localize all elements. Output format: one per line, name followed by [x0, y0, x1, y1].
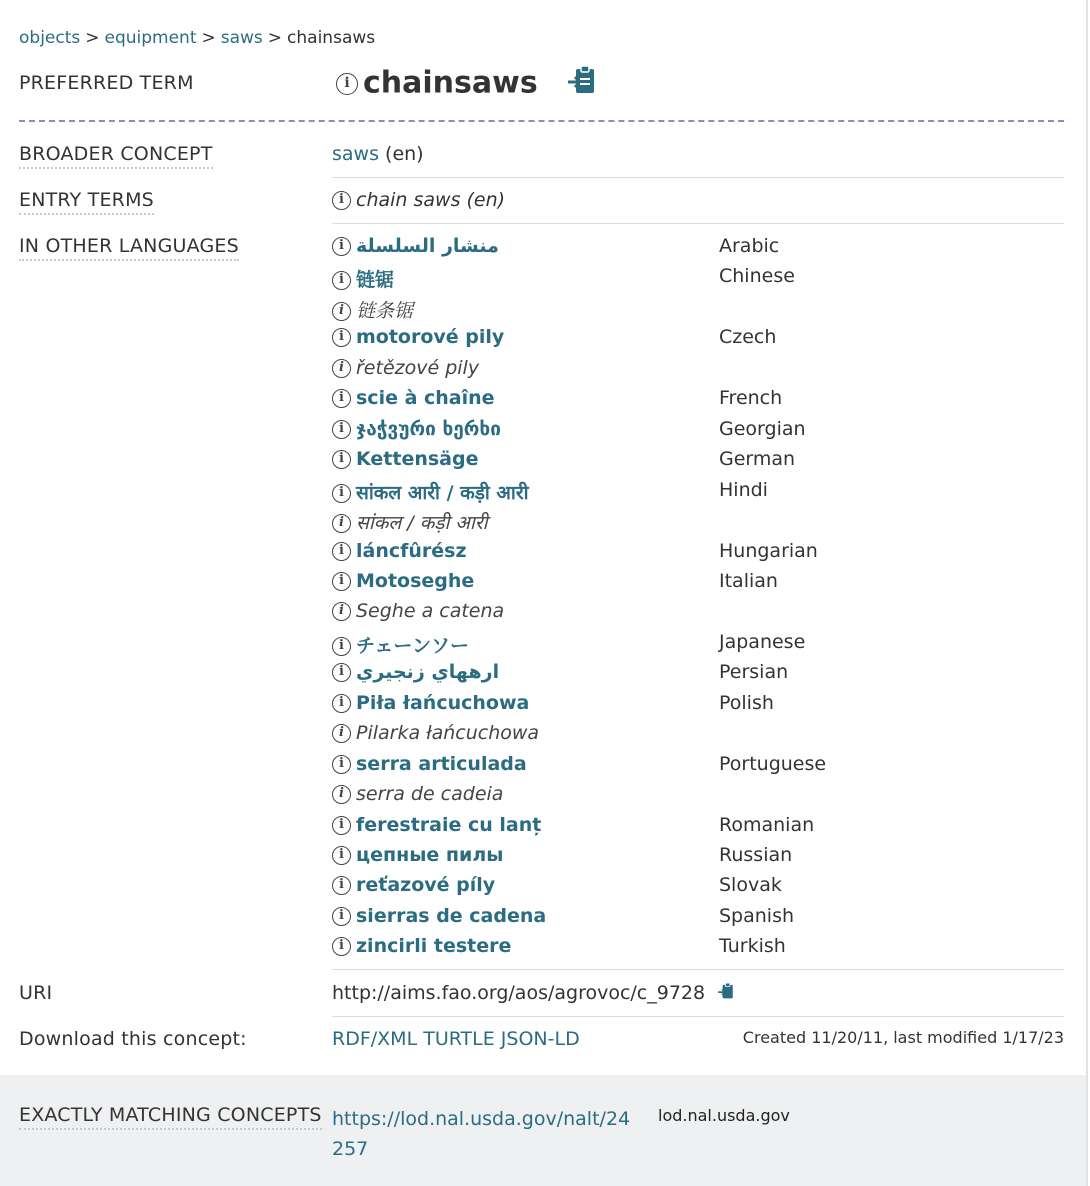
term-text: Seghe a catena — [356, 600, 505, 623]
breadcrumb — [19, 28, 375, 48]
entry-term-value: chain saws (en) — [356, 189, 506, 211]
info-icon[interactable]: i — [332, 514, 351, 533]
breadcrumb-current: chainsaws — [287, 28, 376, 48]
exact-match-link[interactable]: https://lod.nal.usda.gov/nalt/24257 — [332, 1108, 631, 1160]
term-text: Motoseghe — [356, 570, 475, 592]
language-preferred-term[interactable] — [332, 479, 529, 505]
breadcrumb-equipment[interactable]: equipment — [104, 28, 197, 48]
exact-match-source: lod.nal.usda.gov — [658, 1106, 790, 1125]
info-icon[interactable]: i — [332, 450, 351, 469]
language-name: Hungarian — [719, 539, 818, 562]
term-text: цепные пилы — [356, 844, 504, 866]
term-text: láncfûrész — [356, 539, 467, 562]
language-name: Slovak — [719, 874, 782, 897]
language-name: Romanian — [719, 813, 815, 836]
breadcrumb-separator: > — [267, 28, 283, 48]
language-alt-term — [332, 296, 413, 323]
term-text: Kettensäge — [356, 448, 479, 471]
info-icon[interactable]: i — [332, 937, 351, 956]
info-icon[interactable]: i — [332, 420, 351, 439]
term-text: सांकल / कड़ी आरी — [356, 512, 488, 535]
row-divider — [332, 969, 1064, 970]
download-jsonld[interactable]: JSON-LD — [500, 1028, 580, 1050]
term-text: zincirli testere — [356, 935, 512, 958]
language-preferred-term[interactable] — [332, 905, 546, 927]
info-icon[interactable]: i — [332, 663, 351, 682]
language-preferred-term[interactable] — [332, 418, 501, 440]
info-icon[interactable]: i — [332, 724, 351, 743]
term-text: Pilarka łańcuchowa — [356, 722, 540, 745]
language-name: Portuguese — [719, 752, 827, 775]
language-preferred-term[interactable] — [332, 570, 474, 592]
uri-label: URI — [19, 982, 53, 1004]
language-alt-term — [332, 357, 479, 379]
info-icon[interactable]: i — [332, 572, 351, 591]
language-name: German — [719, 448, 796, 471]
language-name: Arabic — [719, 235, 780, 257]
info-icon[interactable]: i — [332, 359, 351, 378]
breadcrumb-saws[interactable]: saws — [220, 28, 263, 48]
language-name: Japanese — [719, 630, 806, 653]
info-icon[interactable]: i — [332, 846, 351, 865]
language-preferred-term[interactable] — [332, 326, 504, 348]
term-text: सांकल आरी / कड़ी आरी — [356, 481, 529, 504]
other-languages-label[interactable]: IN OTHER LANGUAGES — [19, 235, 239, 261]
info-icon[interactable]: i — [332, 389, 351, 408]
info-icon[interactable]: i — [332, 907, 351, 926]
language-preferred-term[interactable] — [332, 814, 541, 836]
download-turtle[interactable]: TURTLE — [423, 1028, 495, 1050]
term-text: 链条锯 — [356, 299, 414, 322]
language-alt-term — [332, 509, 488, 535]
preferred-term-value: chainsaws — [363, 65, 538, 101]
entry-terms-label[interactable]: ENTRY TERMS — [19, 189, 154, 215]
language-preferred-term[interactable] — [332, 874, 495, 896]
language-name: Spanish — [719, 904, 795, 927]
download-rdfxml[interactable]: RDF/XML — [332, 1028, 418, 1050]
created-modified-dates: Created 11/20/11, last modified 1/17/23 — [742, 1028, 1064, 1047]
language-name: Chinese — [719, 265, 795, 288]
language-name: Hindi — [719, 478, 768, 501]
term-text: ჯაჭვური ხერხი — [356, 417, 501, 440]
copy-to-clipboard-icon[interactable] — [566, 64, 598, 104]
broader-concept — [332, 143, 424, 165]
language-preferred-term[interactable] — [332, 540, 467, 562]
term-text: チェーンソー — [356, 634, 470, 657]
term-text: motorové pily — [356, 326, 505, 349]
preferred-term-label: PREFERRED TERM — [19, 72, 194, 94]
language-name: Turkish — [719, 935, 786, 958]
language-preferred-term[interactable] — [332, 692, 529, 714]
language-name: Italian — [719, 570, 778, 592]
language-name: Georgian — [719, 417, 806, 440]
term-text: Piła łańcuchowa — [356, 691, 530, 714]
copy-uri-icon[interactable] — [717, 982, 735, 1005]
info-icon[interactable]: i — [332, 755, 351, 774]
language-name: Russian — [719, 844, 793, 866]
breadcrumb-objects[interactable]: objects — [19, 28, 81, 48]
breadcrumb-separator: > — [85, 28, 100, 48]
download-formats — [332, 1028, 580, 1050]
exact-match-label[interactable]: EXACTLY MATCHING CONCEPTS — [19, 1104, 322, 1130]
language-name: Polish — [719, 691, 774, 714]
language-preferred-term[interactable] — [332, 235, 499, 257]
language-name: Czech — [719, 326, 777, 349]
term-text: منشار السلسلة — [356, 235, 499, 257]
language-preferred-term[interactable] — [332, 631, 469, 658]
language-name: Persian — [719, 661, 789, 684]
language-preferred-term[interactable] — [332, 661, 499, 683]
info-icon[interactable]: i — [332, 302, 351, 321]
info-icon[interactable]: i — [332, 191, 351, 210]
header-divider — [19, 120, 1064, 122]
language-alt-term — [332, 783, 503, 805]
row-divider — [332, 1016, 1064, 1017]
row-divider — [332, 177, 1064, 178]
uri-value[interactable]: http://aims.fao.org/aos/agrovoc/c_9728 — [332, 982, 706, 1004]
entry-term — [332, 189, 505, 211]
info-icon[interactable]: i — [332, 484, 351, 503]
broader-concept-link[interactable]: saws — [332, 143, 379, 165]
breadcrumb-separator: > — [201, 28, 216, 48]
uri — [332, 982, 735, 1005]
term-text: serra articulada — [356, 752, 527, 775]
info-icon[interactable]: i — [332, 237, 351, 256]
term-text: ferestraie cu lanț — [356, 813, 542, 836]
term-text: scie à chaîne — [356, 387, 495, 410]
language-preferred-term[interactable] — [332, 387, 495, 409]
info-icon[interactable]: i — [332, 694, 351, 713]
term-text: sierras de cadena — [356, 904, 547, 927]
language-name: French — [719, 387, 783, 410]
info-icon[interactable]: i — [332, 876, 351, 895]
term-text: 链锯 — [356, 269, 395, 292]
info-icon[interactable]: i — [332, 328, 351, 347]
term-text: reťazové píly — [356, 874, 496, 897]
language-preferred-term[interactable] — [332, 265, 394, 292]
info-icon[interactable]: i — [332, 637, 351, 656]
language-preferred-term[interactable] — [332, 448, 478, 470]
language-alt-term — [332, 722, 539, 744]
term-text: ارههاي زنجيري — [356, 661, 500, 684]
language-preferred-term[interactable] — [332, 844, 503, 866]
row-divider — [332, 223, 1064, 224]
preferred-term — [336, 64, 598, 104]
language-alt-term — [332, 600, 504, 622]
info-icon[interactable]: i — [332, 785, 351, 804]
broader-concept-label[interactable]: BROADER CONCEPT — [19, 143, 213, 169]
info-icon[interactable]: i — [332, 816, 351, 835]
info-icon[interactable]: i — [332, 542, 351, 561]
info-icon[interactable]: i — [332, 271, 351, 290]
info-icon[interactable]: i — [332, 602, 351, 621]
info-icon[interactable]: i — [336, 73, 358, 95]
broader-concept-lang: (en) — [385, 143, 424, 165]
download-label: Download this concept: — [19, 1028, 247, 1050]
term-text: serra de cadeia — [356, 783, 504, 806]
term-text: řetězové pily — [356, 356, 480, 379]
language-preferred-term[interactable] — [332, 935, 511, 957]
language-preferred-term[interactable] — [332, 753, 527, 775]
